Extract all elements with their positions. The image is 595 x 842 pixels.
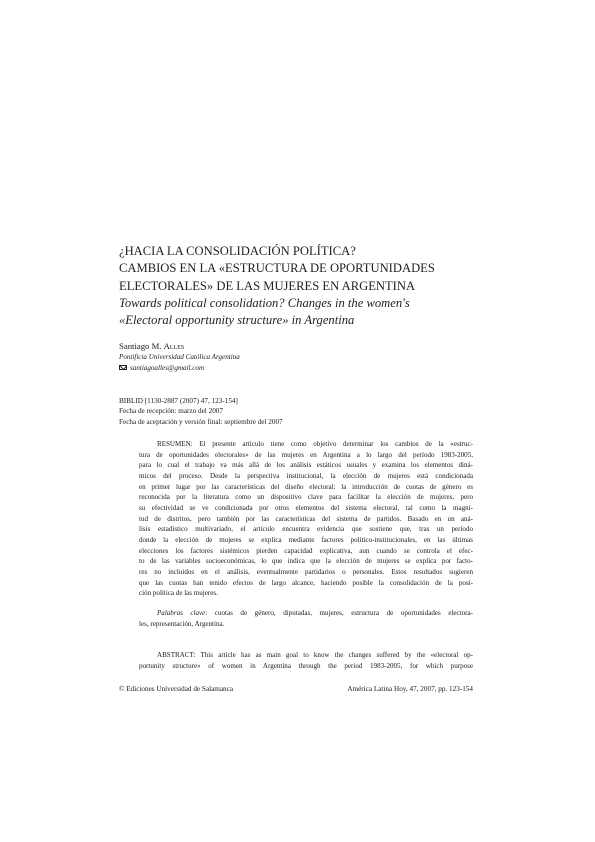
abstract-line: to de las variables socioeconómicas, lo que indica que la elección de mujeres se explica por facto- — [139, 557, 473, 566]
abstract-english — [139, 650, 473, 671]
accepted-date: Fecha de aceptación y versión final: septiembre del 2007 — [119, 417, 283, 426]
keywords-line: les, representación, Argentina. — [139, 619, 225, 628]
biblid: BIBLID [1130-2887 (2007) 47, 123-154] — [119, 397, 238, 405]
bibliographic-info — [119, 396, 479, 427]
title-es-line: CAMBIOS EN LA «ESTRUCTURA DE OPORTUNIDADES — [119, 261, 435, 276]
abstract-line: tud de distritos, pero también por las características del sistema de partidos. Basado en un aná- — [139, 514, 473, 523]
abstract-line: donde la elección de mujeres se explica mediante factores político-institucionales, en las últimas — [139, 535, 473, 544]
abstract-line: micos del proceso. Desde la perspectiva institucional, la elección de mujeres está condicionada — [139, 471, 473, 480]
abstract-line: portunity structure» of women in Argentina through the period 1983-2005, for which purpose — [139, 661, 473, 670]
title-es-line: ¿HACIA LA CONSOLIDACIÓN POLÍTICA? — [119, 244, 356, 258]
abstract-line: ción política de las mujeres. — [139, 589, 218, 598]
author-last-name: Alles — [163, 341, 185, 351]
author-email-row — [119, 363, 479, 374]
author-name — [119, 341, 479, 352]
title-en-line: Towards political consolidation? Changes in the women's — [119, 295, 410, 310]
abstract-line: para lo cual el trabajo va más allá de los análisis estáticos usuales y examina los elementos diná- — [139, 461, 473, 470]
footer-journal-ref: América Latina Hoy, 47, 2007, pp. 123-154 — [347, 685, 473, 693]
abstract-line: elecciones los factores sistémicos pierden capacidad explicativa, aun cuando se controla el efec- — [139, 546, 473, 555]
envelope-icon — [119, 365, 127, 371]
abstract-line: que las cuotas han tenido efectos de largo alcance, haciendo posible la consolidación de la posi- — [139, 578, 473, 587]
abstract-line: lisis estadístico multivariado, el artículo encuentra evidencia que sostiene que, tras un período — [139, 525, 473, 534]
received-date: Fecha de recepción: marzo del 2007 — [119, 407, 223, 416]
abstract-line: en primer lugar por las características del diseño electoral: la introducción de cuotas de género es — [139, 482, 473, 491]
keywords-label: Palabras clave — [157, 609, 206, 617]
abstract-line: ABSTRACT: This article has as main goal to know the changes suffered by the «electoral op- — [157, 651, 473, 659]
abstract-line: res no incluidos en el análisis, eventualmente partidarios o personales. Estos resultados sugieren — [139, 567, 473, 576]
keywords-line — [139, 608, 473, 619]
author-email[interactable]: santiagoalles@gmail.com — [130, 364, 205, 372]
title-es-line: ELECTORALES» DE LAS MUJERES EN ARGENTINA — [119, 278, 416, 293]
author-first-name: Santiago M. — [119, 341, 162, 351]
author-affiliation: Pontificia Universidad Católica Argentina — [119, 353, 240, 361]
footer-copyright: © Ediciones Universidad de Salamanca — [119, 685, 234, 693]
title-en-line: «Electoral opportunity structure» in Argentina — [119, 313, 355, 328]
article-title — [119, 243, 479, 329]
abstract-line: tura de oportunidades electorales» de las mujeres en Argentina a lo largo del período 1983-2005, — [139, 450, 473, 459]
author-block — [119, 341, 479, 374]
abstract-line: RESUMEN: El presente artículo tiene como objetivo determinar los cambios de la «estruc- — [157, 440, 473, 448]
abstract-spanish — [139, 439, 473, 599]
abstract-line: reconocida por la literatura como un dispositivo clave para facilitar la elección de mujeres, pero — [139, 493, 473, 502]
keywords-text: : cuotas de género, diputadas, mujeres, estructura de oportunidades electora- — [205, 609, 473, 617]
abstract-line: su efectividad se ve condicionada por otros elementos del sistema electoral, tal como la magni- — [139, 503, 473, 512]
keywords-block — [139, 608, 473, 629]
